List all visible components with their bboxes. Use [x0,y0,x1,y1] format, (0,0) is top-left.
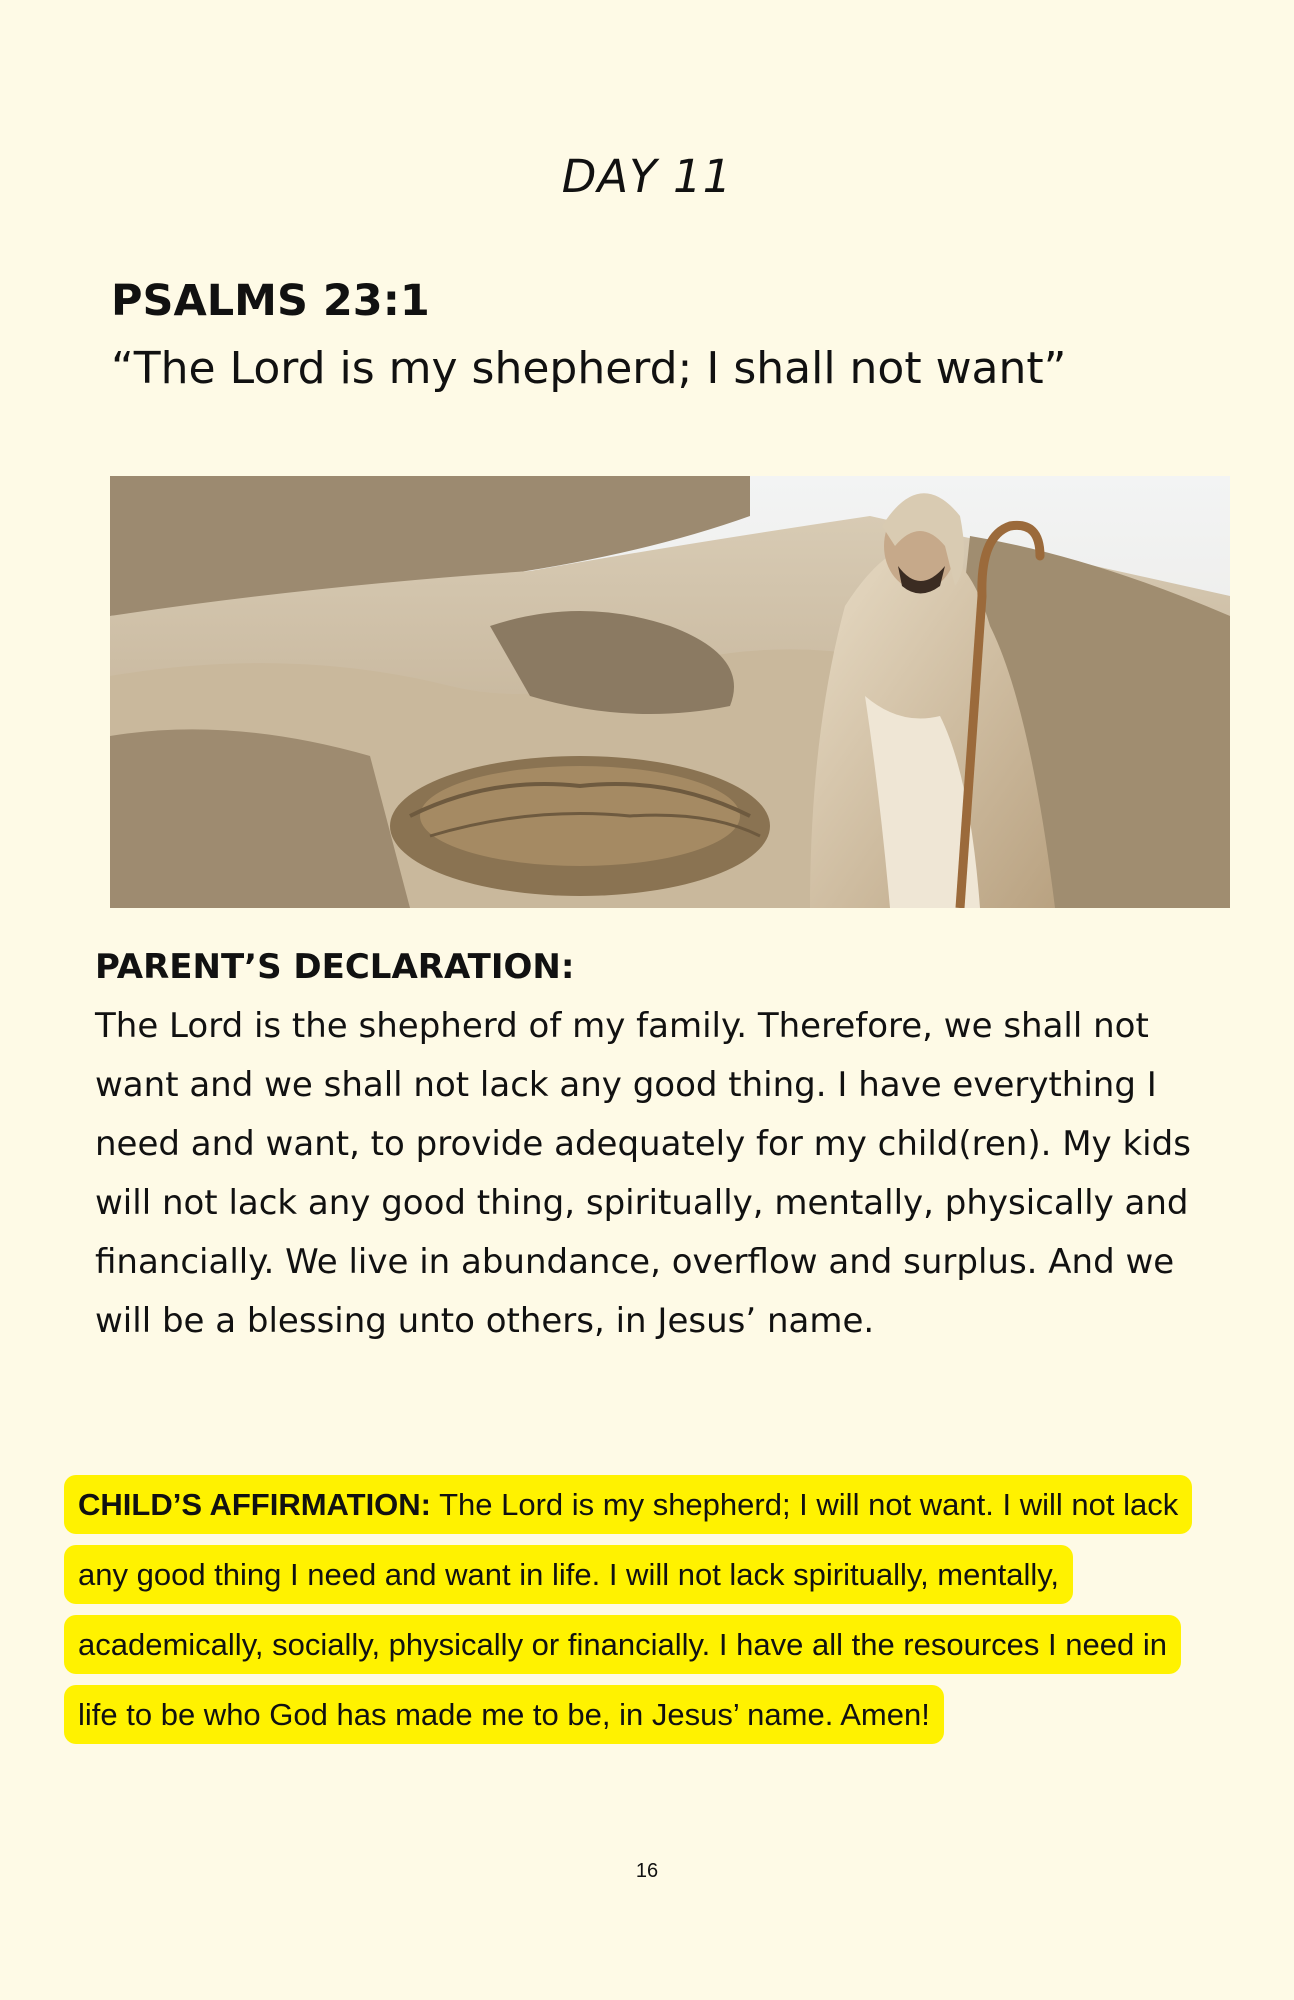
child-affirmation-title: CHILD’S AFFIRMATION: [78,1487,432,1522]
scripture-quote: “The Lord is my shepherd; I shall not want” [111,343,1067,394]
parent-declaration [95,938,1205,1351]
page-number: 16 [635,1860,659,1882]
child-affirmation [64,1470,1206,1750]
shepherd-photo [110,476,1230,908]
child-affirmation-body: The Lord is my shepherd; I will not want. I will not lack any good thing I need and want in life. I will not lack spiritually, mentally, academically, socially, physically or financially. I have all the resources I need in life to be who God has made me to be, in Jesus’ name. Amen! [78,1487,1179,1732]
parent-declaration-body: The Lord is the shepherd of my family. Therefore, we shall not want and we shall not lack any good thing. I have everything I need and want, to provide adequately for my child(ren). My kids will not lack any good thing, spiritually, mentally, physically and financially. We live in abundance, overflow and surplus. And we will be a blessing unto others, in Jesus’ name. [95,1006,1191,1341]
child-affirmation-highlight [64,1475,1192,1744]
scripture-reference: PSALMS 23:1 [111,276,430,326]
day-heading: DAY 11 [561,150,733,203]
parent-declaration-title: PARENT’S DECLARATION: [95,947,575,987]
